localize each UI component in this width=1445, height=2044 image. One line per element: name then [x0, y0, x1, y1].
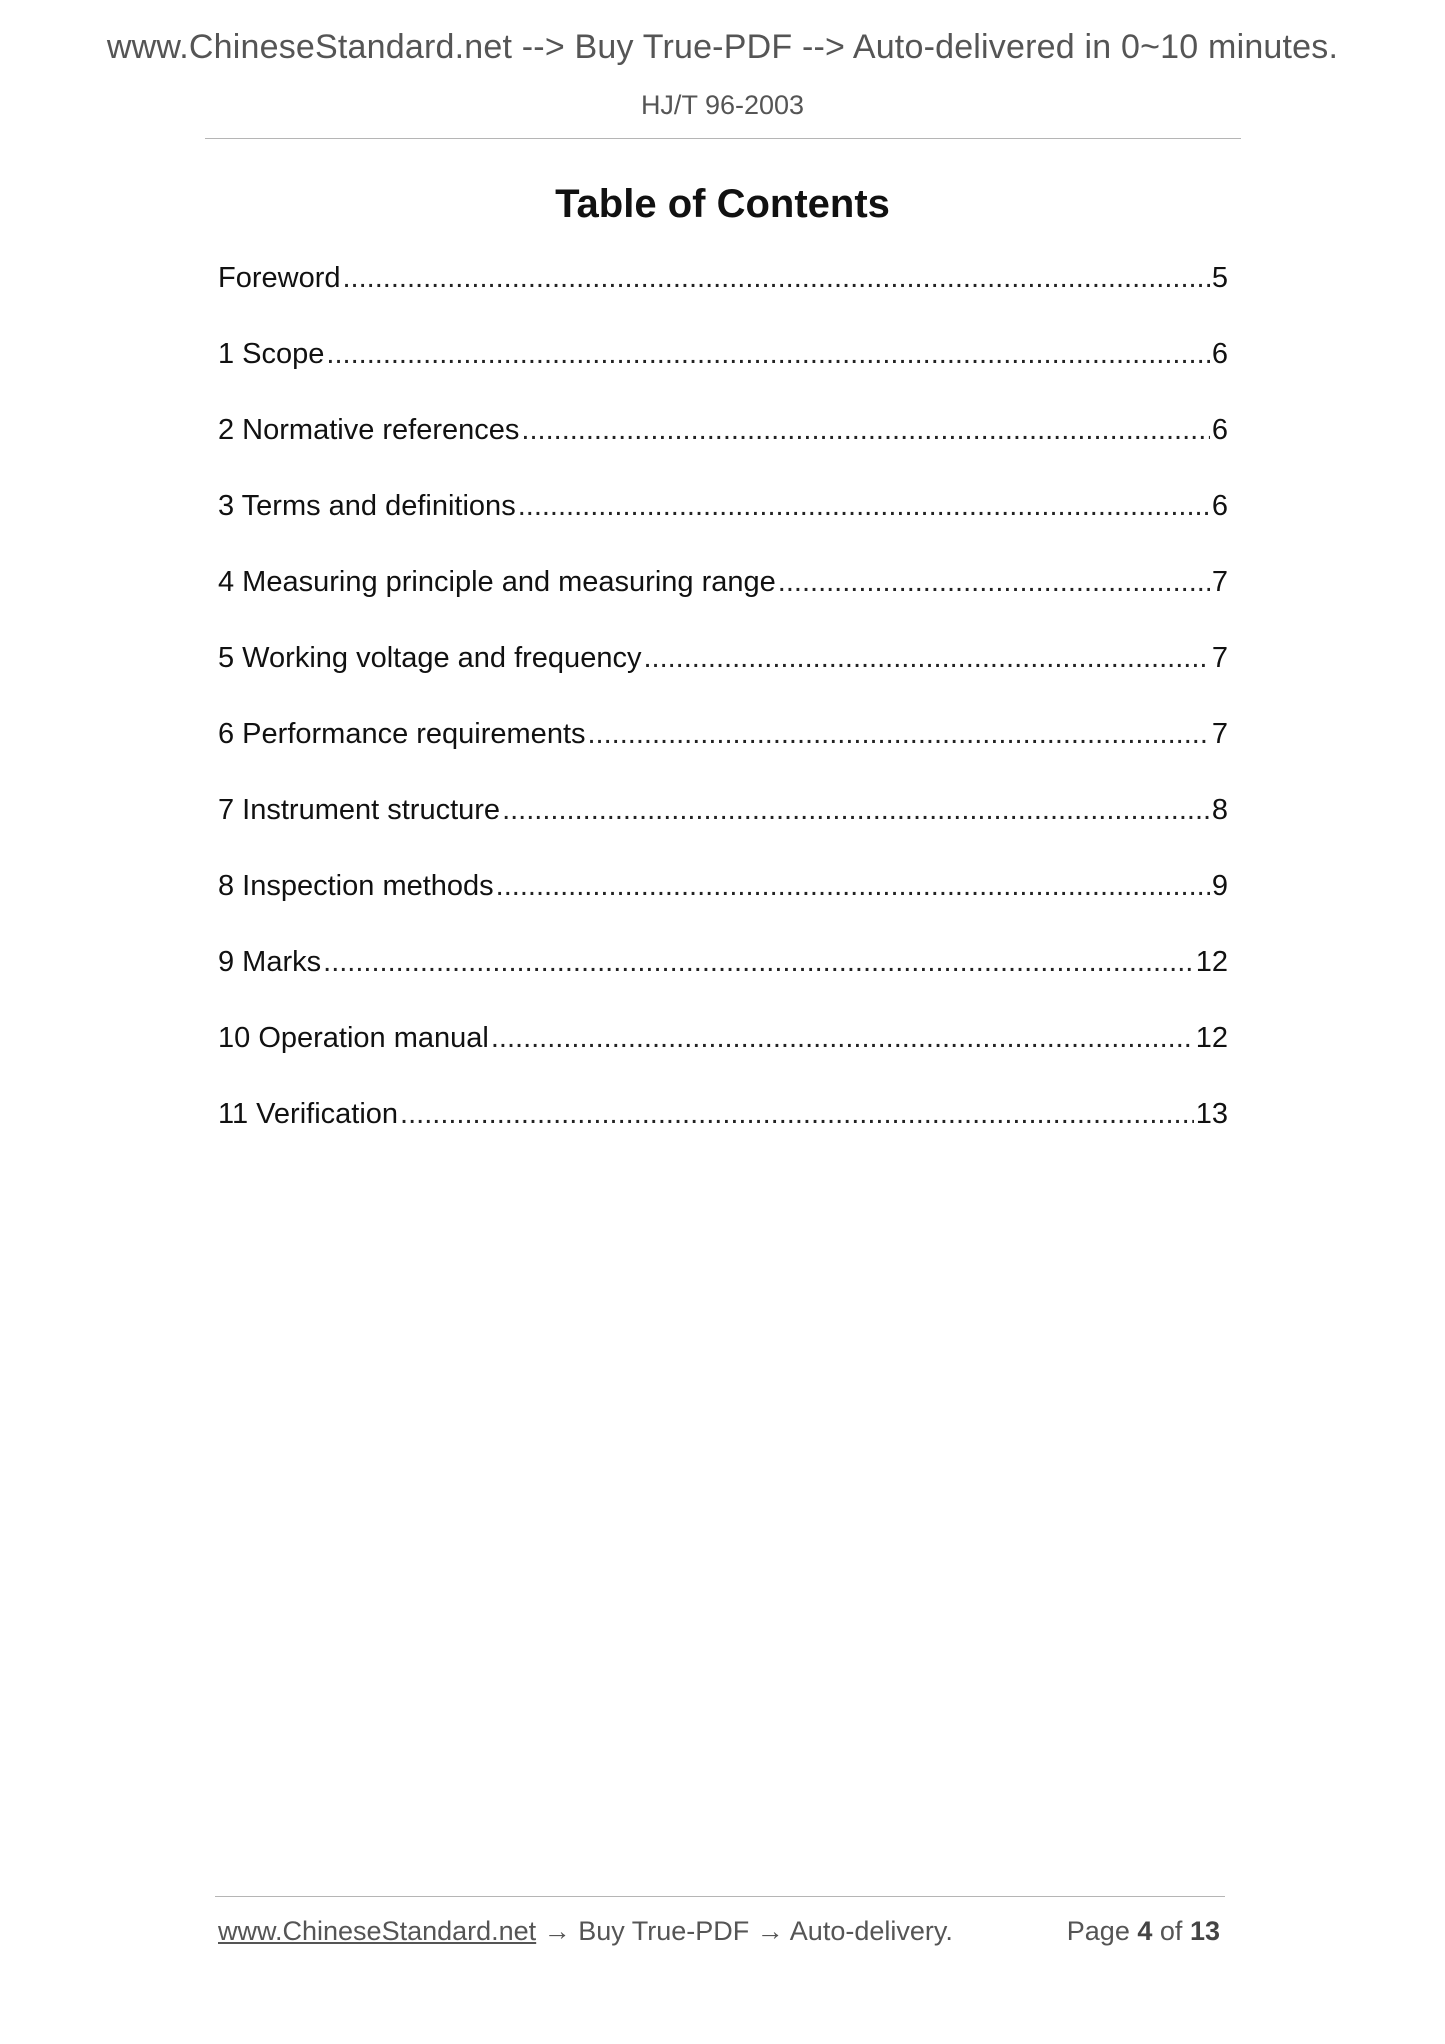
toc-entry-page: 8: [1211, 794, 1228, 826]
document-code: HJ/T 96-2003: [640, 90, 805, 120]
toc-entry-page: 9: [1211, 870, 1228, 902]
footer-delivery-text: Auto-delivery.: [789, 1916, 953, 1946]
toc-entry-working-voltage[interactable]: [218, 642, 1228, 718]
toc-entry-label: 3 Terms and definitions: [218, 490, 516, 522]
toc-entry-label: 8 Inspection methods: [218, 870, 494, 902]
total-pages-number: 13: [1189, 1916, 1220, 1946]
toc-entry-operation-manual[interactable]: [218, 1022, 1228, 1098]
toc-dot-leader: [343, 262, 1210, 295]
toc-entry-label: 5 Working voltage and frequency: [218, 642, 642, 674]
current-page-number: 4: [1137, 1916, 1153, 1946]
arrow-right-icon: →: [543, 1916, 571, 1946]
toc-entry-page: 12: [1195, 1022, 1228, 1054]
toc-entry-terms-definitions[interactable]: [218, 490, 1228, 566]
toc-entry-label: 1 Scope: [218, 338, 325, 370]
toc-dot-leader: [518, 490, 1210, 523]
toc-dot-leader: [778, 566, 1210, 599]
toc-entry-label: 11 Verification: [218, 1098, 399, 1130]
toc-entry-label: 2 Normative references: [218, 414, 520, 446]
toc-entry-page: 13: [1195, 1098, 1228, 1130]
of-word: of: [1159, 1916, 1183, 1946]
toc-title: Table of Contents: [555, 182, 890, 226]
footer-buy-text: Buy True-PDF: [578, 1916, 750, 1946]
toc-entry-label: 6 Performance requirements: [218, 718, 586, 750]
page-word: Page: [1066, 1916, 1130, 1946]
toc-entry-inspection-methods[interactable]: [218, 870, 1228, 946]
toc-entry-verification[interactable]: [218, 1098, 1228, 1174]
footer-divider: [215, 1896, 1225, 1897]
toc-entry-scope[interactable]: [218, 338, 1228, 414]
toc-entry-page: 6: [1211, 414, 1228, 446]
toc-entry-label: 4 Measuring principle and measuring range: [218, 566, 776, 598]
toc-entry-page: 7: [1211, 718, 1228, 750]
toc-entry-page: 12: [1195, 946, 1228, 978]
toc-entry-page: 6: [1211, 338, 1228, 370]
toc-dot-leader: [400, 1098, 1194, 1131]
toc-entry-measuring-principle[interactable]: [218, 566, 1228, 642]
toc-entry-performance-requirements[interactable]: [218, 718, 1228, 794]
toc-entry-marks[interactable]: [218, 946, 1228, 1022]
toc-dot-leader: [588, 718, 1210, 751]
toc-entry-page: 6: [1211, 490, 1228, 522]
toc-dot-leader: [323, 946, 1194, 979]
arrow-right-icon: →: [756, 1916, 784, 1946]
top-banner: www.ChineseStandard.net --> Buy True-PDF --> Auto-delivered in 0~10 minutes.: [106, 28, 1339, 66]
toc-dot-leader: [491, 1022, 1194, 1055]
toc-entry-label: Foreword: [218, 262, 341, 294]
toc-entry-page: 5: [1211, 262, 1228, 294]
toc-entry-label: 10 Operation manual: [218, 1022, 489, 1054]
toc-entry-foreword[interactable]: [218, 262, 1228, 338]
footer-site-link[interactable]: www.ChineseStandard.net: [218, 1916, 537, 1946]
toc-entry-instrument-structure[interactable]: [218, 794, 1228, 870]
toc-dot-leader: [521, 414, 1209, 447]
toc-entry-page: 7: [1211, 566, 1228, 598]
header-divider: [205, 138, 1241, 139]
toc-entry-label: 7 Instrument structure: [218, 794, 501, 826]
footer-promo: [218, 1916, 953, 1947]
toc-entry-label: 9 Marks: [218, 946, 322, 978]
toc-dot-leader: [496, 870, 1210, 903]
toc-entry-normative-references[interactable]: [218, 414, 1228, 490]
toc-list: [218, 262, 1228, 1174]
toc-dot-leader: [326, 338, 1209, 371]
toc-dot-leader: [502, 794, 1210, 827]
toc-entry-page: 7: [1211, 642, 1228, 674]
toc-dot-leader: [643, 642, 1209, 675]
page-counter: [1067, 1916, 1220, 1947]
